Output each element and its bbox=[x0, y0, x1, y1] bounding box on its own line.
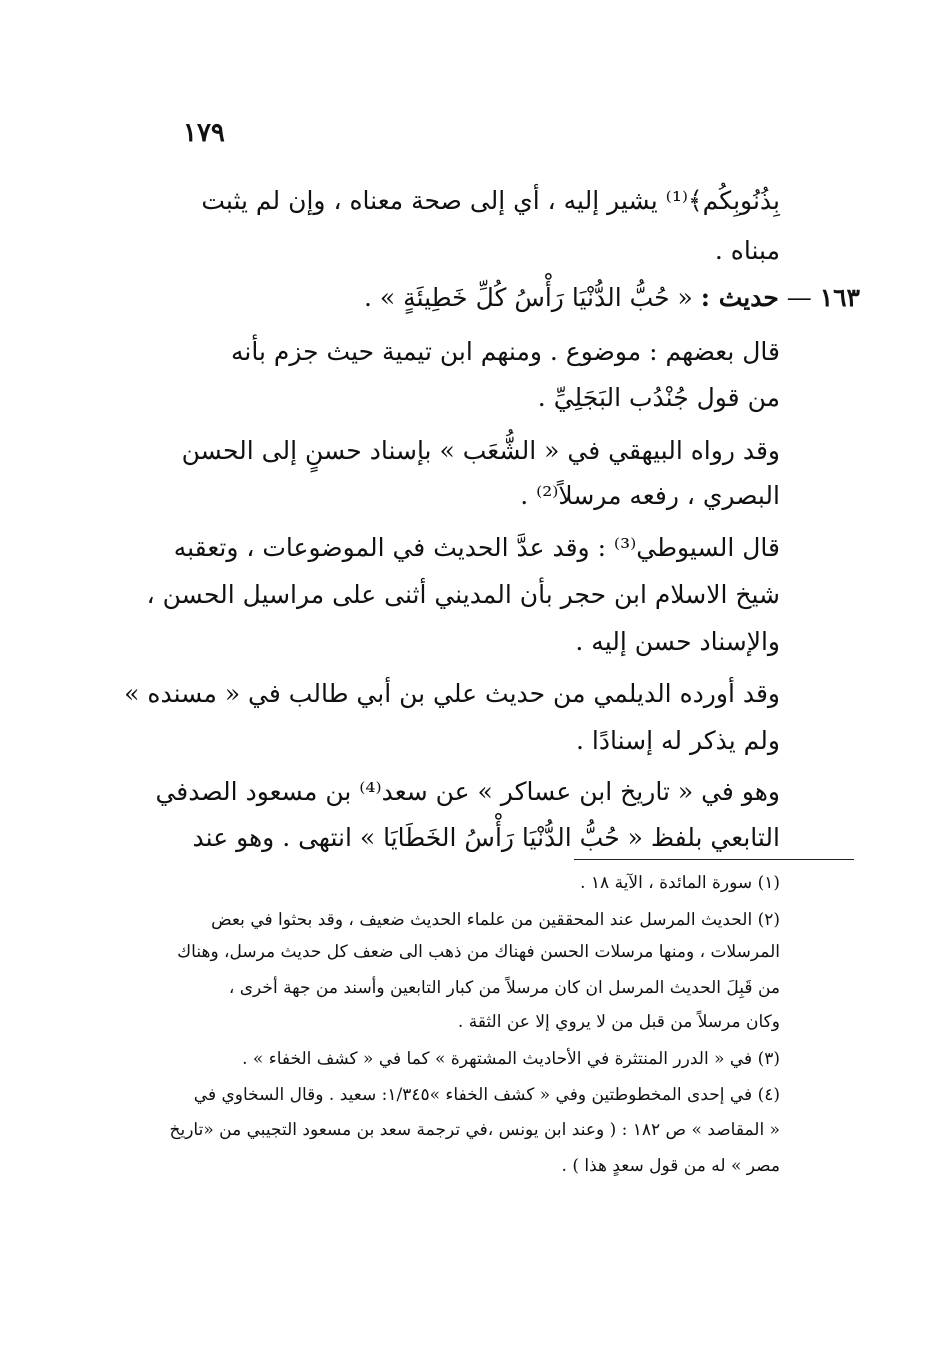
hadith-text: « حُبُّ الدُّنْيَا رَأْسُ كُلِّ خَطِيئَةٍ » . bbox=[364, 283, 693, 312]
footnote-line: مصر » له من قول سعدٍ هذا ) . bbox=[561, 1156, 780, 1176]
body-line: مبناه . bbox=[714, 236, 780, 265]
body-line: قال بعضهم : موضوع . ومنهم ابن تيمية حيث جزم بأنه bbox=[230, 337, 780, 366]
body-line: قال السيوطي⁽³⁾ : وقد عدَّ الحديث في الموضوعات ، وتعقبه bbox=[173, 533, 780, 562]
body-line: ولم يذكر له إسنادًا . bbox=[576, 726, 780, 755]
hadith-dash: — bbox=[786, 283, 812, 312]
body-line: من قول جُنْدُب البَجَلِيِّ . bbox=[537, 383, 780, 412]
body-line: بِذُنُوبِكُم﴾⁽¹⁾ يشير إليه ، أي إلى صحة معناه ، وإن لم يثبت bbox=[201, 186, 780, 215]
footnote-divider bbox=[574, 859, 854, 860]
footnote-line: (١) سورة المائدة ، الآية ١٨ . bbox=[580, 873, 780, 893]
body-line: وقد رواه البيهقي في « الشُّعَب » بإسناد حسنٍ إلى الحسن bbox=[181, 436, 780, 465]
footnote-line: (٤) في إحدى المخطوطتين وفي « كشف الخفاء »١/٣٤٥: سعيد . وقال السخاوي في bbox=[193, 1085, 780, 1105]
body-line: وهو في « تاريخ ابن عساكر » عن سعد⁽⁴⁾ بن مسعود الصدفي bbox=[155, 777, 780, 806]
body-line: البصري ، رفعه مرسلاً⁽²⁾ . bbox=[520, 481, 780, 510]
body-line: شيخ الاسلام ابن حجر بأن المديني أثنى على مراسيل الحسن ، bbox=[146, 580, 780, 609]
footnote-line: (٢) الحديث المرسل عند المحققين من علماء الحديث ضعيف ، وقد بحثوا في بعض bbox=[211, 910, 780, 930]
footnote-line: من قَبِلَ الحديث المرسل ان كان مرسلاً من كبار التابعين وأسند من جهة أخرى ، bbox=[228, 978, 780, 998]
body-line: والإسناد حسن إليه . bbox=[575, 627, 780, 656]
hadith-number: ١٦٣ bbox=[819, 283, 860, 312]
footnote-line: (٣) في « الدرر المنتثرة في الأحاديث المشتهرة » كما في « كشف الخفاء » . bbox=[242, 1049, 780, 1069]
body-line: وقد أورده الديلمي من حديث علي بن أبي طالب في « مسنده » bbox=[124, 679, 780, 708]
body-line: التابعي بلفظ « حُبُّ الدُّنْيَا رَأْسُ الخَطَايَا » انتهى . وهو عند bbox=[192, 823, 780, 852]
footnote-line: وكان مرسلاً من قبل من لا يروي إلا عن الثقة . bbox=[457, 1012, 780, 1032]
page-number: ١٧٩ bbox=[183, 118, 225, 148]
hadith-heading bbox=[360, 283, 860, 312]
footnote-line: المرسلات ، ومنها مرسلات الحسن فهناك من ذهب الى ضعف كل حديث مرسل، وهناك bbox=[177, 942, 780, 962]
footnote-line: « المقاصد » ص ١٨٢ : ( وعند ابن يونس ،في ترجمة سعد بن مسعود التجيبي من «تاريخ bbox=[169, 1120, 780, 1140]
hadith-label: حديث : bbox=[700, 283, 779, 312]
